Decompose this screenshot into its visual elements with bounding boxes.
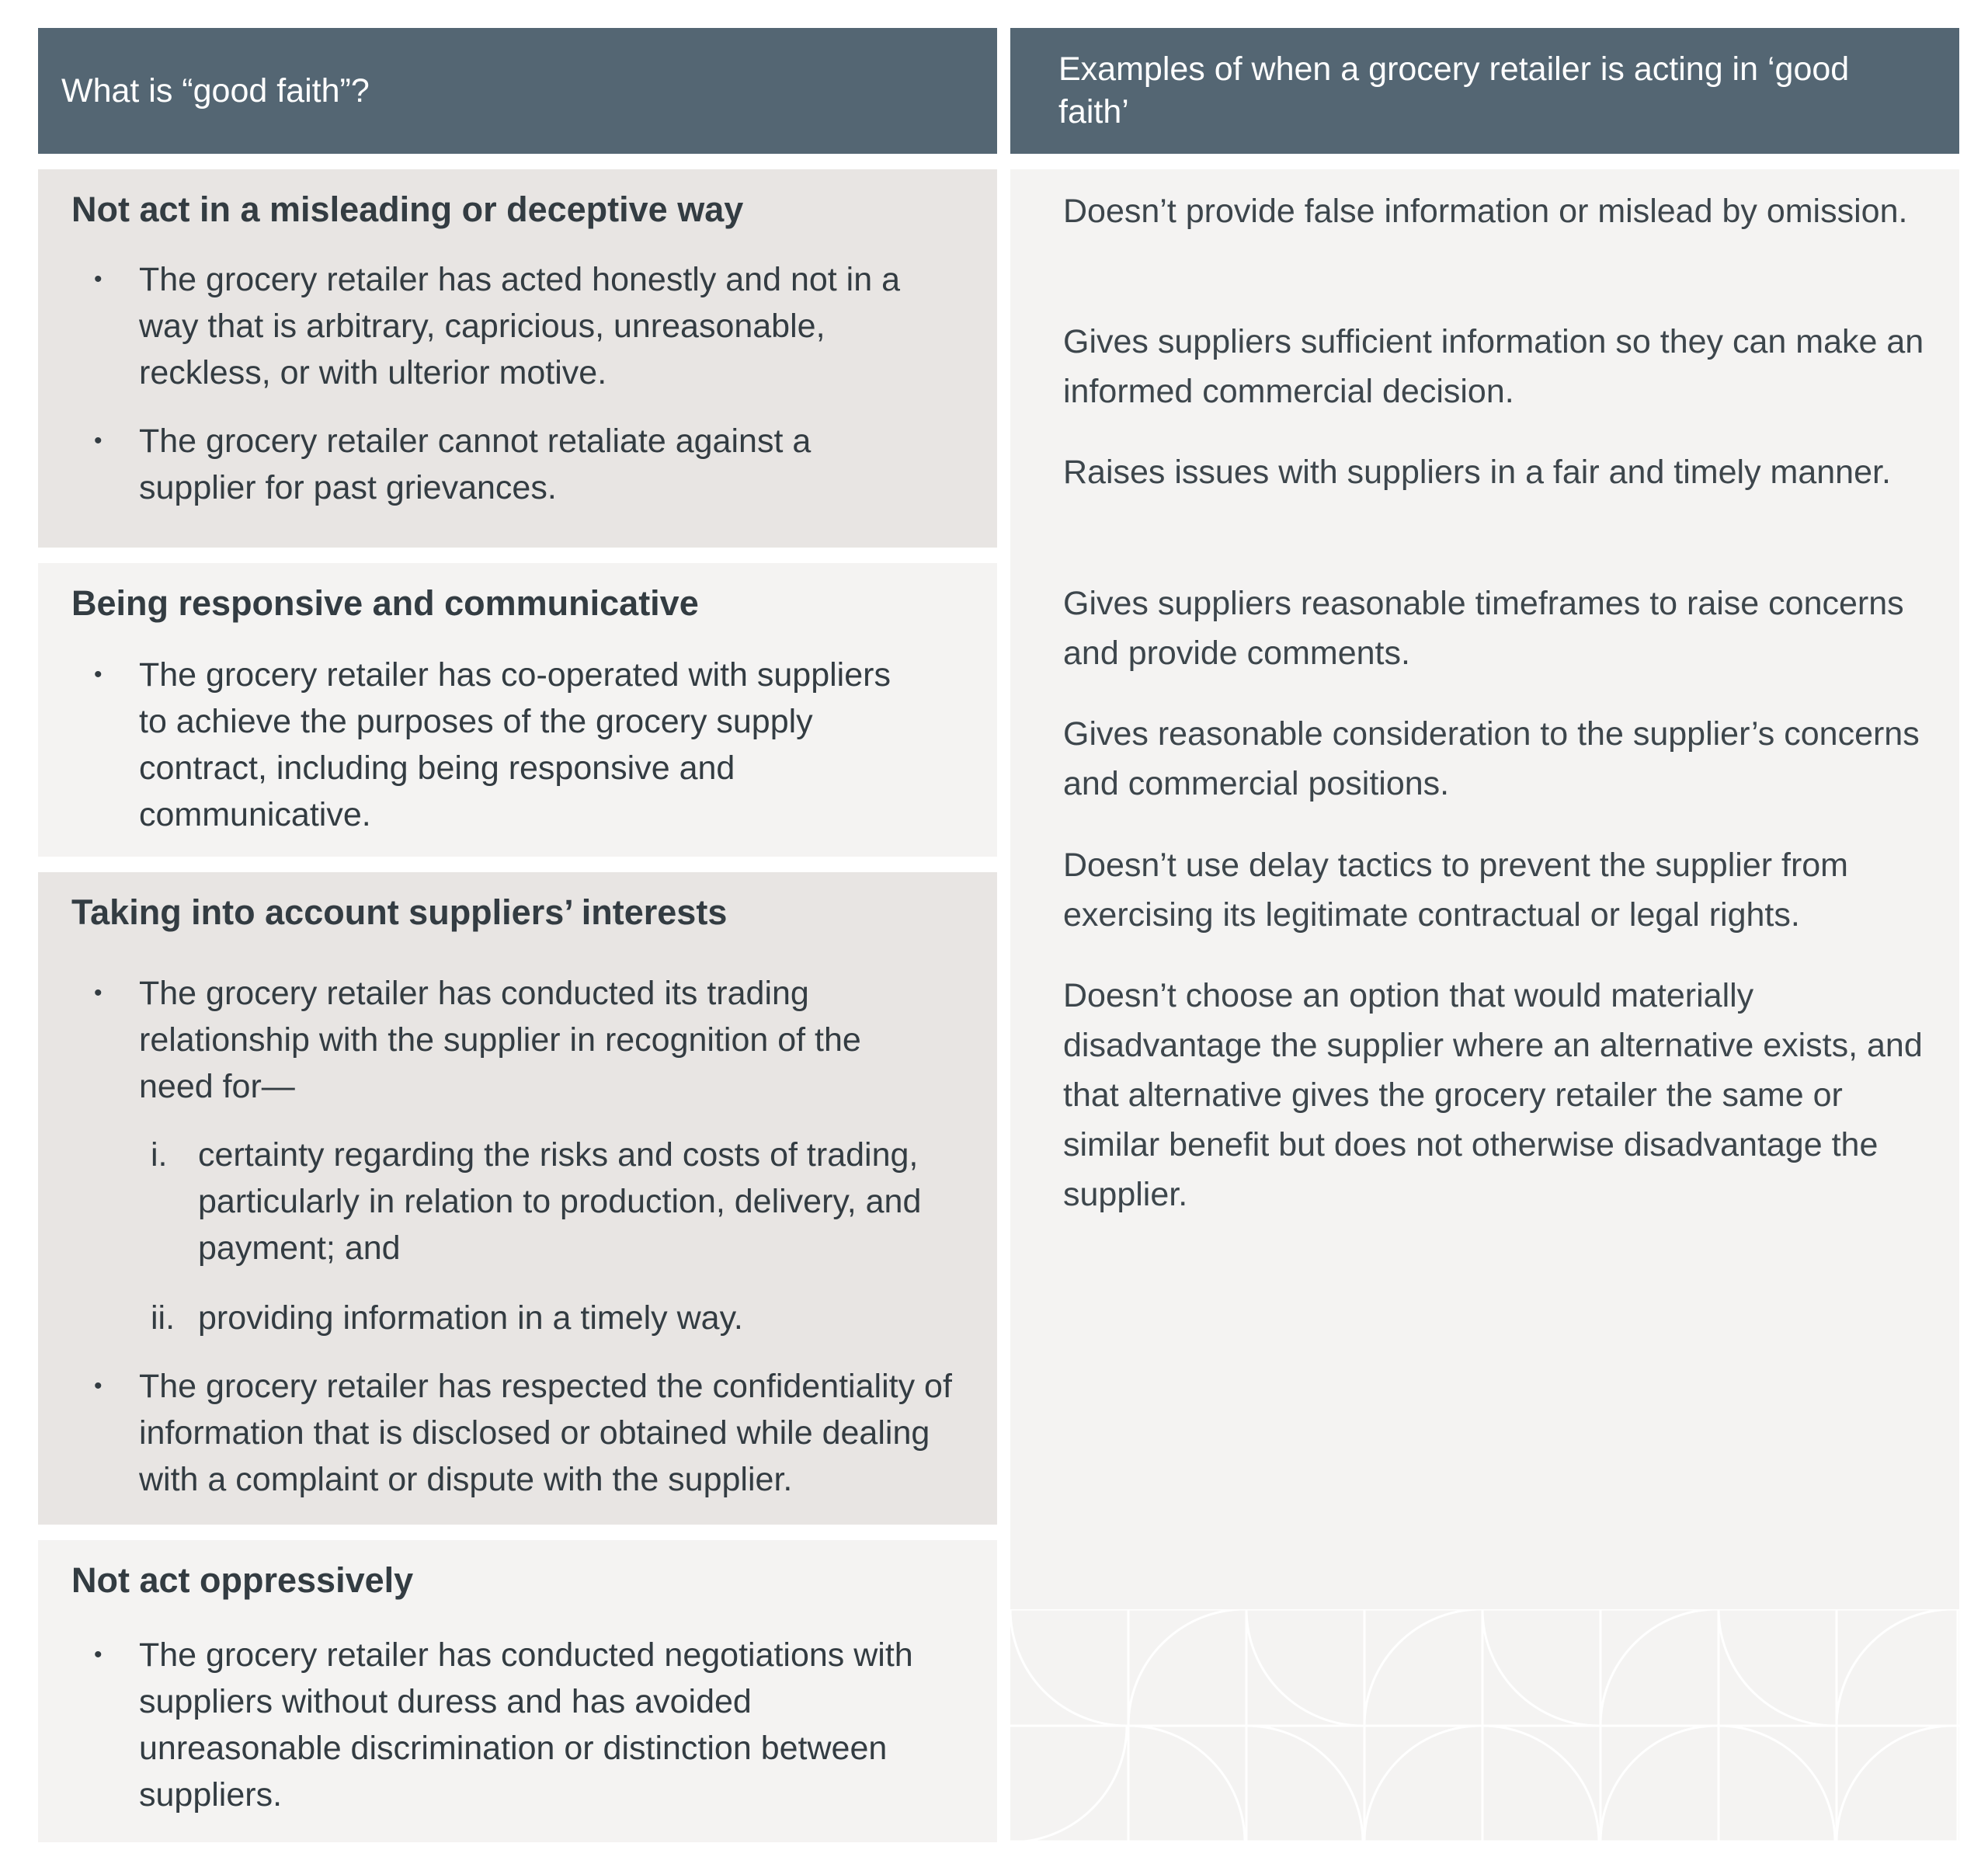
- section-title: Not act in a misleading or deceptive way: [71, 190, 744, 229]
- bullet-icon: •: [94, 1373, 103, 1399]
- section-title: Not act oppressively: [71, 1560, 414, 1600]
- bullet-icon: •: [94, 428, 103, 454]
- list-item-text: The grocery retailer has conducted negotiations with suppliers without duress and has avoided unreasonable discrimination or distinction between suppliers.: [139, 1636, 913, 1814]
- section-suppliers-interests: [38, 872, 997, 1525]
- list-item-text: The grocery retailer cannot retaliate against a supplier for past grievances.: [139, 423, 812, 506]
- list-item-text: The grocery retailer has acted honestly and not in a way that is arbitrary, capricious, unreasonable, reckless, or with ulterior motive.: [139, 261, 901, 391]
- example-item: Doesn’t provide false information or mislead by omission.: [1063, 193, 1908, 230]
- section-misleading: [38, 169, 997, 548]
- example-item: Gives reasonable consideration to the supplier’s concerns and commercial positions.: [1063, 715, 1920, 802]
- examples-panel: [1010, 169, 1959, 1842]
- bullet-icon: •: [94, 1642, 103, 1668]
- example-item: Raises issues with suppliers in a fair and timely manner.: [1063, 454, 1891, 491]
- example-item: Gives suppliers sufficient information so they can make an informed commercial decision.: [1063, 323, 1924, 410]
- list-item-text: The grocery retailer has conducted its trading relationship with the supplier in recognition of the need for—: [139, 975, 861, 1105]
- example-item: Doesn’t use delay tactics to prevent the supplier from exercising its legitimate contractual or legal rights.: [1063, 847, 1849, 934]
- section-title: Being responsive and communicative: [71, 583, 699, 623]
- section-responsive: [38, 563, 997, 857]
- column-header-examples-text: Examples of when a grocery retailer is acting in ‘good faith’: [1058, 50, 1850, 130]
- example-item: Gives suppliers reasonable timeframes to raise concerns and provide comments.: [1063, 585, 1904, 672]
- decorative-pattern-icon: [1010, 1609, 1959, 1842]
- sub-list-text: providing information in a timely way.: [198, 1299, 743, 1337]
- column-header-good-faith-text: What is “good faith”?: [61, 71, 370, 110]
- bullet-icon: •: [94, 662, 103, 687]
- list-item-text: The grocery retailer has co-operated with suppliers to achieve the purposes of the grocery supply contract, including being responsive and communicative.: [139, 656, 891, 833]
- sub-list-marker: i.: [151, 1136, 168, 1174]
- column-header-good-faith: [38, 28, 997, 154]
- column-header-examples: [1010, 28, 1959, 154]
- sub-list-text: certainty regarding the risks and costs of trading, particularly in relation to production, delivery, and payment; and: [198, 1136, 922, 1267]
- bullet-icon: •: [94, 980, 103, 1006]
- example-item: Doesn’t choose an option that would materially disadvantage the supplier where an alternative exists, and that alternative gives the grocery retailer the same or similar benefit but does not otherwise disadvantage the supplier.: [1063, 977, 1923, 1213]
- list-item-text: The grocery retailer has respected the confidentiality of information that is disclosed or obtained while dealing with a complaint or dispute with the supplier.: [139, 1368, 952, 1498]
- bullet-icon: •: [94, 266, 103, 292]
- sub-list-marker: ii.: [151, 1299, 176, 1337]
- section-title: Taking into account suppliers’ interests: [71, 892, 728, 932]
- section-oppressively: [38, 1540, 997, 1842]
